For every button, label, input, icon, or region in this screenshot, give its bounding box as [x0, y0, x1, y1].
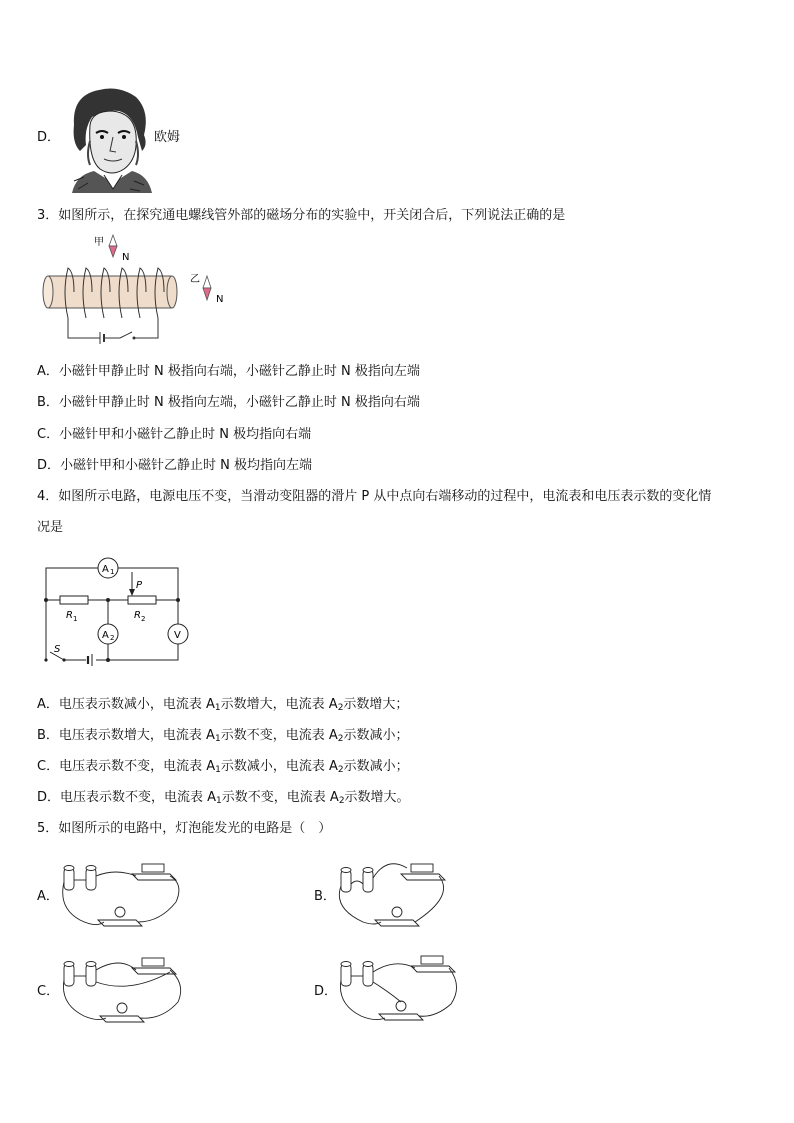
- q3-solenoid-figure: [40, 232, 240, 352]
- resistor-r1-sub: 1: [73, 615, 78, 623]
- switch-s-label: S: [54, 644, 61, 655]
- ammeter-a1-label: A: [102, 564, 109, 575]
- needle-jia-n-label: N: [122, 252, 130, 263]
- ammeter-a2-sub: 2: [110, 634, 115, 642]
- ammeter-a1-sub: 1: [110, 568, 115, 576]
- ammeter-a2-label: A: [102, 630, 109, 641]
- q5-option-d-letter: D．: [314, 984, 338, 999]
- q5-circuit-d-figure: [335, 952, 465, 1034]
- slider-p-label: P: [136, 580, 143, 591]
- q3-option-d: D．小磁针甲和小磁针乙静止时 N 极均指向左端: [37, 458, 312, 473]
- q3-stem: 3．如图所示，在探究通电螺线管外部的磁场分布的实验中，开关闭合后，下列说法正确的是: [37, 208, 566, 223]
- q4-option-a: A．电压表示数减小，电流表 $A_1$示数增大，电流表 $A_2$示数增大；: [37, 697, 409, 713]
- q3-option-a: A．小磁针甲静止时 N 极指向右端，小磁针乙静止时 N 极指向左端: [37, 364, 420, 379]
- q3-option-b: B．小磁针甲静止时 N 极指向左端，小磁针乙静止时 N 极指向右端: [37, 395, 420, 410]
- ohm-portrait-image: [64, 85, 154, 193]
- q4-stem-line1: 4．如图所示电路，电源电压不变，当滑动变阻器的滑片 P 从中点向右端移动的过程中，电流表和电压表示数的变化情: [37, 489, 712, 504]
- voltmeter-label: V: [174, 630, 181, 641]
- q5-option-a-letter: A．: [37, 889, 59, 904]
- resistor-r1-label: R: [66, 610, 73, 621]
- q3-option-c: C．小磁针甲和小磁针乙静止时 N 极均指向右端: [37, 427, 312, 442]
- resistor-r2-sub: 2: [141, 615, 146, 623]
- needle-yi-n-label: N: [216, 294, 224, 305]
- q5-option-b-letter: B．: [314, 889, 336, 904]
- q2-option-d-name: 欧姆: [154, 130, 181, 145]
- q5-circuit-a-figure: [60, 858, 190, 940]
- q2-option-d-letter: D．: [37, 130, 61, 145]
- q4-stem-line2: 况是: [37, 520, 64, 535]
- q5-circuit-c-figure: [60, 954, 190, 1036]
- q4-option-d: D．电压表示数不变，电流表 $A_1$示数不变，电流表 $A_2$示数增大。: [37, 790, 410, 806]
- resistor-r2-label: R: [134, 610, 141, 621]
- q4-option-c: C．电压表示数不变，电流表 $A_1$示数减小，电流表 $A_2$示数减小；: [37, 759, 409, 775]
- needle-jia-label: 甲: [94, 237, 104, 248]
- q5-option-c-letter: C．: [37, 984, 60, 999]
- q4-option-b: B．电压表示数增大，电流表 $A_1$示数不变，电流表 $A_2$示数减小；: [37, 728, 409, 744]
- q4-circuit-figure: [40, 558, 190, 668]
- q5-circuit-b-figure: [335, 856, 465, 938]
- q5-stem: 5．如图所示的电路中，灯泡能发光的电路是（ ）: [37, 821, 332, 836]
- needle-yi-label: 乙: [190, 274, 200, 285]
